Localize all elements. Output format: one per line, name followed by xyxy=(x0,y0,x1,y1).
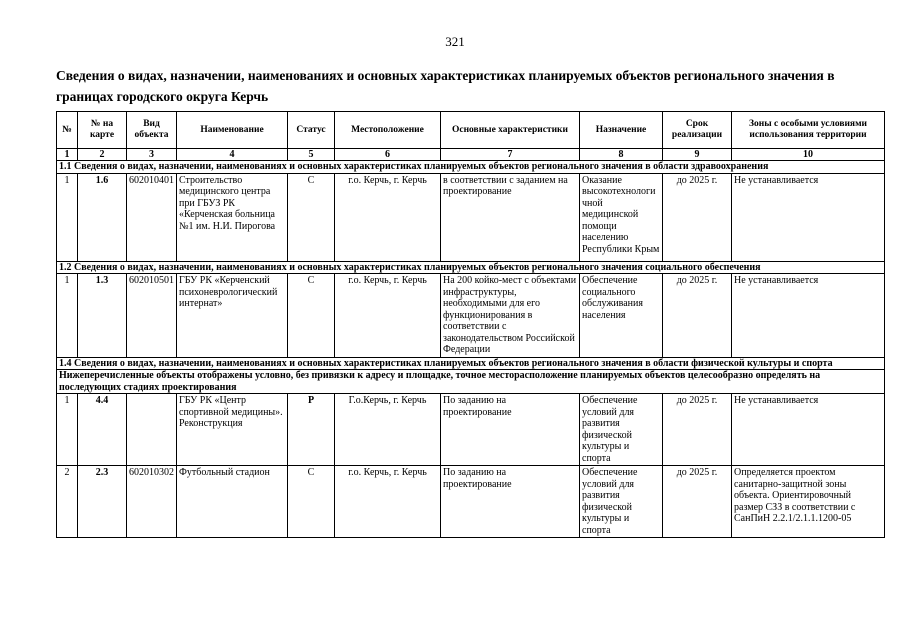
cell-name: ГБУ РК «Керченский психоневрологический интернат» xyxy=(177,274,288,358)
cell-term: до 2025 г. xyxy=(663,466,732,538)
table-row xyxy=(57,274,885,358)
cell-characteristics: По заданию на проектирование xyxy=(441,466,580,538)
cell-status: Р xyxy=(288,394,335,466)
cell-object-kind xyxy=(127,394,177,466)
cell-name: ГБУ РК «Центр спортивной медицины». Реконструкция xyxy=(177,394,288,466)
section-heading: 1.2 Сведения о видах, назначении, наименованиях и основных характеристиках планируемых объектов регионального значения социального обеспечения xyxy=(57,261,885,274)
column-header: Наименование xyxy=(177,112,288,149)
cell-name: Строительство медицинского центра при ГБУЗ РК «Керченская больница №1 им. Н.И. Пирогова xyxy=(177,173,288,261)
cell-characteristics: На 200 койко-мест с объектами инфраструктуры, необходимыми для его функционирования в соответствии с законодательством Российской Федерации xyxy=(441,274,580,358)
cell-map-number: 4.4 xyxy=(78,394,127,466)
cell-name: Футбольный стадион xyxy=(177,466,288,538)
cell-status: С xyxy=(288,173,335,261)
table-header-row xyxy=(57,112,885,149)
section-row-healthcare xyxy=(57,161,885,174)
cell-num: 1 xyxy=(57,394,78,466)
cell-num: 2 xyxy=(57,466,78,538)
table-row xyxy=(57,394,885,466)
column-number-row xyxy=(57,149,885,161)
table-row xyxy=(57,466,885,538)
column-number: 7 xyxy=(441,149,580,161)
cell-status: С xyxy=(288,274,335,358)
column-header: Срок реализации xyxy=(663,112,732,149)
column-header: № на карте xyxy=(78,112,127,149)
cell-term: до 2025 г. xyxy=(663,173,732,261)
cell-zones: Не устанавливается xyxy=(732,173,885,261)
cell-location: г.о. Керчь, г. Керчь xyxy=(335,274,441,358)
column-header: Основные характеристики xyxy=(441,112,580,149)
cell-map-number: 1.3 xyxy=(78,274,127,358)
cell-map-number: 2.3 xyxy=(78,466,127,538)
column-header: Статус xyxy=(288,112,335,149)
cell-purpose: Оказание высокотехнологичной медицинской помощи населению Республики Крым xyxy=(580,173,663,261)
column-number: 10 xyxy=(732,149,885,161)
cell-zones: Определяется проектом санитарно-защитной зоны объекта. Ориентировочный размер СЗЗ в соответствии с СанПиН 2.2.1/2.1.1.1200-05 xyxy=(732,466,885,538)
cell-map-number: 1.6 xyxy=(78,173,127,261)
column-number: 2 xyxy=(78,149,127,161)
column-number: 6 xyxy=(335,149,441,161)
cell-zones: Не устанавливается xyxy=(732,274,885,358)
column-number: 3 xyxy=(127,149,177,161)
cell-location: г.о. Керчь, г. Керчь xyxy=(335,173,441,261)
objects-table xyxy=(56,111,885,538)
cell-zones: Не устанавливается xyxy=(732,394,885,466)
section-heading: 1.1 Сведения о видах, назначении, наименованиях и основных характеристиках планируемых объектов регионального значения в области здравоохранения xyxy=(57,161,885,174)
cell-purpose: Обеспечение условий для развития физической культуры и спорта xyxy=(580,394,663,466)
cell-object-kind: 602010302 xyxy=(127,466,177,538)
cell-location: г.о. Керчь, г. Керчь xyxy=(335,466,441,538)
cell-characteristics: По заданию на проектирование xyxy=(441,394,580,466)
cell-status: С xyxy=(288,466,335,538)
column-header: Назначение xyxy=(580,112,663,149)
column-header: Зоны с особыми условиями использования территории xyxy=(732,112,885,149)
cell-location: Г.о.Керчь, г. Керчь xyxy=(335,394,441,466)
cell-purpose: Обеспечение социального обслуживания населения xyxy=(580,274,663,358)
cell-num: 1 xyxy=(57,274,78,358)
placement-note: Нижеперечисленные объекты отображены условно, без привязки к адресу и площадке, точное месторасположение планируемых объектов целесообразно определять на последующих стадиях проектирования xyxy=(57,370,885,394)
column-header: Вид объекта xyxy=(127,112,177,149)
column-number: 8 xyxy=(580,149,663,161)
section-row-social xyxy=(57,261,885,274)
section-heading: 1.4 Сведения о видах, назначении, наименованиях и основных характеристиках планируемых объектов регионального значения в области физической культуры и спорта xyxy=(57,357,885,370)
column-header: № xyxy=(57,112,78,149)
document-title: Сведения о видах, назначении, наименованиях и основных характеристиках планируемых объектов регионального значения в границах городского округа Керчь xyxy=(56,68,835,104)
cell-object-kind: 602010401 xyxy=(127,173,177,261)
column-number: 1 xyxy=(57,149,78,161)
cell-term: до 2025 г. xyxy=(663,274,732,358)
cell-object-kind: 602010501 xyxy=(127,274,177,358)
section-row-sport xyxy=(57,357,885,370)
column-header: Местоположение xyxy=(335,112,441,149)
cell-term: до 2025 г. xyxy=(663,394,732,466)
column-number: 4 xyxy=(177,149,288,161)
table-row xyxy=(57,173,885,261)
column-number: 5 xyxy=(288,149,335,161)
cell-num: 1 xyxy=(57,173,78,261)
column-number: 9 xyxy=(663,149,732,161)
note-row xyxy=(57,370,885,394)
cell-characteristics: в соответствии с заданием на проектирование xyxy=(441,173,580,261)
page-number: 321 xyxy=(445,34,465,49)
cell-purpose: Обеспечение условий для развития физической культуры и спорта xyxy=(580,466,663,538)
